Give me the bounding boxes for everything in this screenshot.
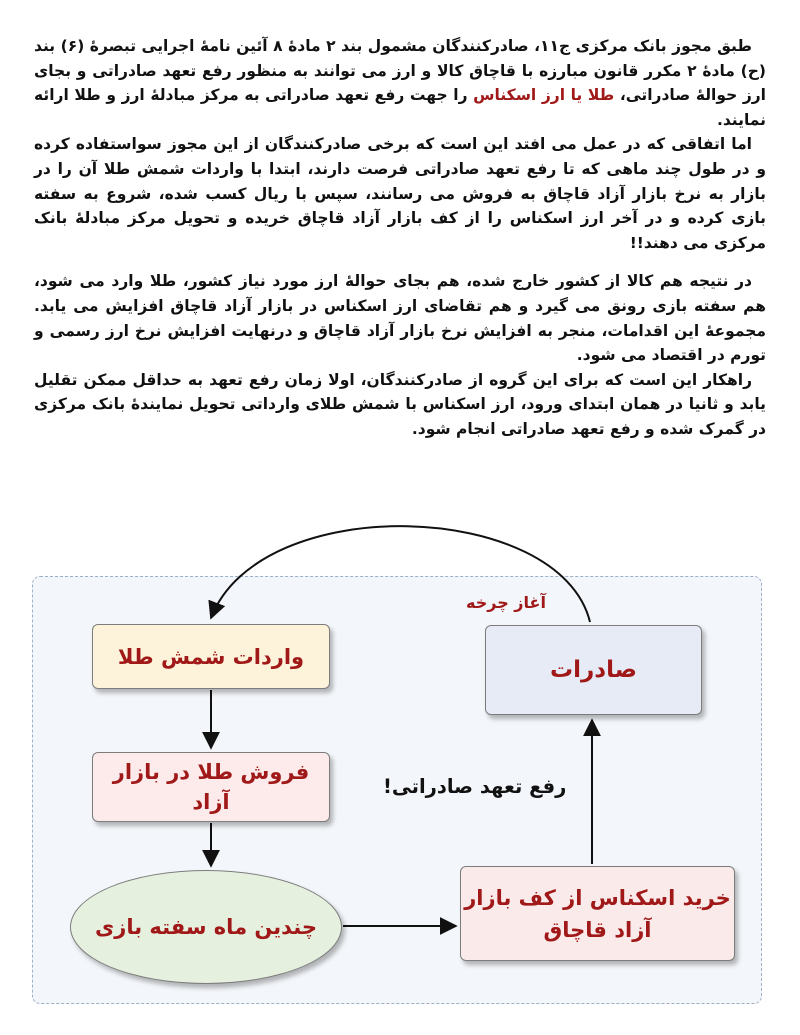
cycle-start-label: آغاز چرخه bbox=[466, 593, 546, 612]
gold-import-box bbox=[92, 624, 330, 689]
export-label: صادرات bbox=[550, 657, 637, 683]
commitment-lift-label: رفع تعهد صادراتی! bbox=[383, 775, 567, 798]
paragraph-4: راهکار این است که برای این گروه از صادرکنندگان، اولا زمان رفع تعهد به حداقل ممکن تقلیل یابد و ثانیا در همان ابتدای ورود، ارز اسکناس با شمش طلای وارداتی تحویل نمایندهٔ بانک مرکزی در گمرک شده و رفع تعهد صادراتی انجام شود. bbox=[34, 370, 766, 438]
paragraph-2: اما اتفاقی که در عمل می افتد این است که برخی صادرکنندگان از این مجوز سواستفاده کرده و در طول چند ماهی که تا رفع تعهد صادراتی فرصت دارند، ابتدا با واردات شمش طلا آن را در بازار به نرخ بازار آزاد قاچاق به فروش می رسانند، سپس با ریال کسب شده، شروع به سفته بازی کرده و در آخر ارز اسکناس را از کف بازار آزاد قاچاق خریده و تحویل مرکز مبادلهٔ بانک مرکزی می دهند!! bbox=[34, 135, 766, 252]
export-box bbox=[485, 625, 702, 715]
cash-purchase-box bbox=[460, 866, 735, 961]
paragraph-3: در نتیجه هم کالا از کشور خارج شده، هم بجای حوالهٔ ارز مورد نیاز کشور، طلا وارد می شود، هم سفته بازی رونق می گیرد و هم تقاضای ارز اسکناس در بازار آزاد قاچاق افزایش می یابد. مجموعهٔ این اقدامات، منجر به افزایش نرخ بازار آزاد قاچاق و درنهایت افزایش نرخ ارز رسمی و تورم در اقتصاد می شود. bbox=[34, 272, 766, 365]
cash-purchase-label: خرید اسکناس از کف بازار آزاد قاچاق bbox=[464, 885, 731, 942]
speculation-label: چندین ماه سفته بازی bbox=[94, 915, 318, 939]
gold-sale-label: فروش طلا در بازار آزاد bbox=[112, 760, 310, 814]
p1-text-before: طبق مجوز بانک مرکزی ج۱۱، صادرکنندگان مشمول بند ۲ مادهٔ ۸ آئین نامهٔ اجرایی تبصرهٔ (۶) بند (ح) مادهٔ ۲ مکرر قانون مبارزه با قاچاق کالا و ارز می توانند به منظور رفع تعهد صادراتی و بجای ارز حوالهٔ صادراتی، bbox=[34, 37, 767, 105]
gold-import-label: واردات شمش طلا bbox=[117, 644, 305, 669]
speculation-ellipse bbox=[70, 870, 342, 984]
p1-text-after: را جهت رفع تعهد صادراتی به مرکز مبادلهٔ ارز و طلا ارائه نمایند. bbox=[34, 86, 766, 129]
p1-highlight: طلا یا ارز اسکناس bbox=[473, 86, 615, 105]
gold-sale-box bbox=[92, 752, 330, 822]
